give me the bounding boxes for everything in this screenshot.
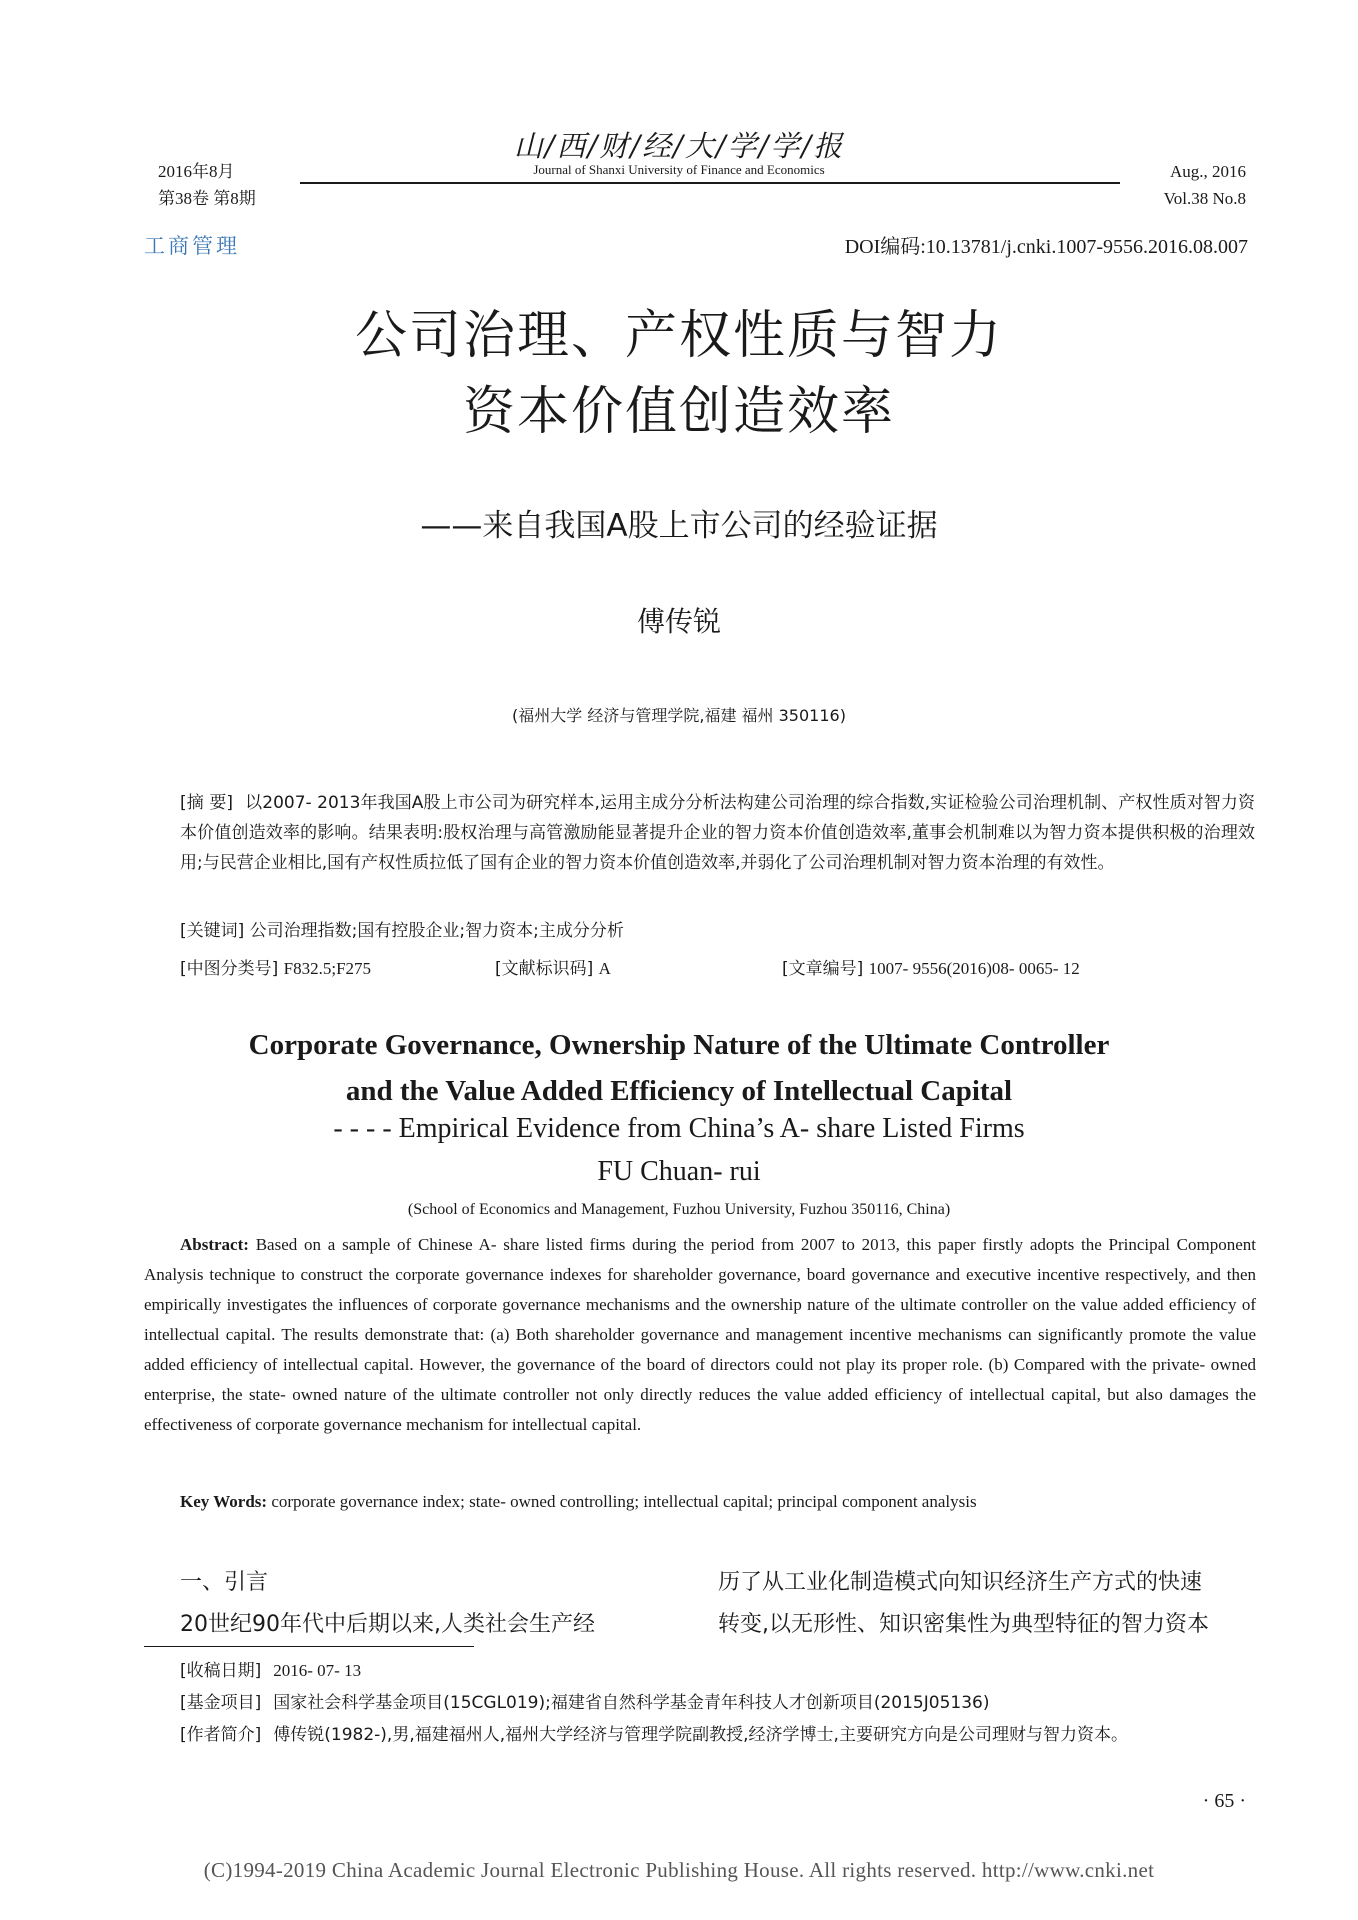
paper-title [0, 298, 1358, 450]
paper-title-line-1: 公司治理、产权性质与智力 [354, 306, 1003, 366]
paper-title-line-2: 资本价值创造效率 [462, 382, 895, 442]
footnote-fund [180, 1688, 1255, 1718]
footnote-author-bio [180, 1720, 1255, 1750]
header-right [1164, 158, 1246, 212]
english-affiliation: (School of Economics and Management, Fuzhou University, Fuzhou 350116, China) [407, 1201, 951, 1218]
author-name: 傅传锐 [636, 605, 721, 638]
body-text-right-line-2: 转变,以无形性、知识密集性为典型特征的智力资本 [718, 1612, 1209, 1637]
doc-code-label: [文献标识码] [495, 959, 594, 979]
author-affiliation: (福州大学 经济与管理学院,福建 福州 350116) [512, 706, 846, 725]
article-number-label: [文章编号] [782, 959, 864, 979]
abstract-cn-label: [摘 要] [180, 793, 234, 813]
page-number: · 65 · [1202, 1790, 1246, 1812]
footnote-rule [144, 1646, 474, 1647]
abstract-en-label: Abstract: [180, 1235, 249, 1254]
section-tag: 工商管理 [144, 234, 240, 258]
author-bio-value: 傅传锐(1982-),男,福建福州人,福州大学经济与管理学院副教授,经济学博士,主要研究方向是公司理财与智力资本。 [273, 1725, 1128, 1745]
issue-volume-cn: 第38卷 第8期 [158, 189, 256, 208]
english-title-line-1: Corporate Governance, Ownership Nature of the Ultimate Controller [248, 1029, 1110, 1061]
paper-subtitle: ——来自我国A股上市公司的经验证据 [420, 508, 938, 544]
clc-value: F832.5;F275 [283, 959, 372, 978]
doc-code-item [495, 954, 611, 979]
fund-label: [基金项目] [180, 1693, 262, 1713]
keywords-en-label: Key Words: [180, 1492, 268, 1511]
body-column-left [180, 1562, 680, 1646]
issue-volume-en: Vol.38 No.8 [1163, 189, 1246, 208]
body-text-right-line-1: 历了从工业化制造模式向知识经济生产方式的快速 [718, 1570, 1203, 1595]
received-date: 2016- 07- 13 [273, 1661, 362, 1680]
header-rule [300, 182, 1120, 184]
abstract-en-text: Based on a sample of Chinese A- share listed firms during the period from 2007 to 2013, this paper firstly adopts the Principal Component Analysis technique to construct the corporate governance indexes for shareholder governance, board governance and executive incentive respectively, and then empirically investigates the influences of corporate governance mechanisms and the ownership nature of the ultimate controller on the value added efficiency of intellectual capital. The results demonstrate that: (a) Both shareholder governance and management incentive mechanisms can significantly promote the value added efficiency of intellectual capital. However, the governance of the board of directors could not play its proper role. (b) Compared with the private- owned enterprise, the state- owned nature of the ultimate controller not only directly reduces the value added efficiency of intellectual capital, but also damages the effectiveness of corporate governance mechanism for intellectual capital. [144, 1235, 1257, 1434]
received-label: [收稿日期] [180, 1661, 262, 1681]
clc-label: [中图分类号] [180, 959, 279, 979]
keywords-en-text: corporate governance index; state- owned controlling; intellectual capital; principal component analysis [271, 1492, 977, 1511]
keywords-en [180, 1492, 977, 1512]
doc-code-value: A [598, 959, 611, 978]
article-number-value: 1007- 9556(2016)08- 0065- 12 [868, 959, 1080, 978]
english-title [0, 1022, 1358, 1114]
journal-name-cn: 山/西/财/经/大/学/学/报 [513, 129, 845, 163]
section-heading-introduction: 一、引言 [180, 1570, 269, 1595]
fund-value: 国家社会科学基金项目(15CGL019);福建省自然科学基金青年科技人才创新项目(2015J05136) [273, 1693, 990, 1713]
doi: DOI编码:10.13781/j.cnki.1007-9556.2016.08.007 [844, 236, 1248, 258]
keywords-cn-label: [关键词] [180, 921, 245, 941]
body-text-left: 20世纪90年代中后期以来,人类社会生产经 [180, 1612, 595, 1637]
clc-item [180, 954, 371, 979]
author-bio-label: [作者简介] [180, 1725, 262, 1745]
english-subtitle: - - - - Empirical Evidence from China’s A- share Listed Firms [333, 1113, 1025, 1144]
english-author: FU Chuan- rui [597, 1156, 761, 1187]
footnote-received [180, 1656, 1255, 1686]
issue-date-cn: 2016年8月 [158, 162, 235, 181]
body-column-right [718, 1562, 1258, 1646]
issue-date-en: Aug., 2016 [1169, 162, 1246, 181]
english-title-line-2: and the Value Added Efficiency of Intellectual Capital [345, 1075, 1013, 1107]
abstract-cn [180, 788, 1255, 878]
header-left [158, 158, 256, 212]
keywords-cn [180, 916, 624, 941]
abstract-cn-text: 以2007- 2013年我国A股上市公司为研究样本,运用主成分分析法构建公司治理的综合指数,实证检验公司治理机制、产权性质对智力资本价值创造效率的影响。结果表明:股权治理与高管激励能显著提升企业的智力资本价值创造效率,董事会机制难以为智力资本提供积极的治理效用;与民营企业相比,国有产权性质拉低了国有企业的智力资本价值创造效率,并弱化了公司治理机制对智力资本治理的有效性。 [180, 793, 1255, 873]
article-number-item [782, 954, 1080, 979]
abstract-en [144, 1230, 1256, 1440]
journal-name-en: Journal of Shanxi University of Finance and Economics [533, 162, 825, 177]
copyright-footer: (C)1994-2019 China Academic Journal Electronic Publishing House. All rights reserved. http://www.cnki.net [203, 1858, 1155, 1882]
keywords-cn-text: 公司治理指数;国有控股企业;智力资本;主成分分析 [249, 921, 624, 941]
